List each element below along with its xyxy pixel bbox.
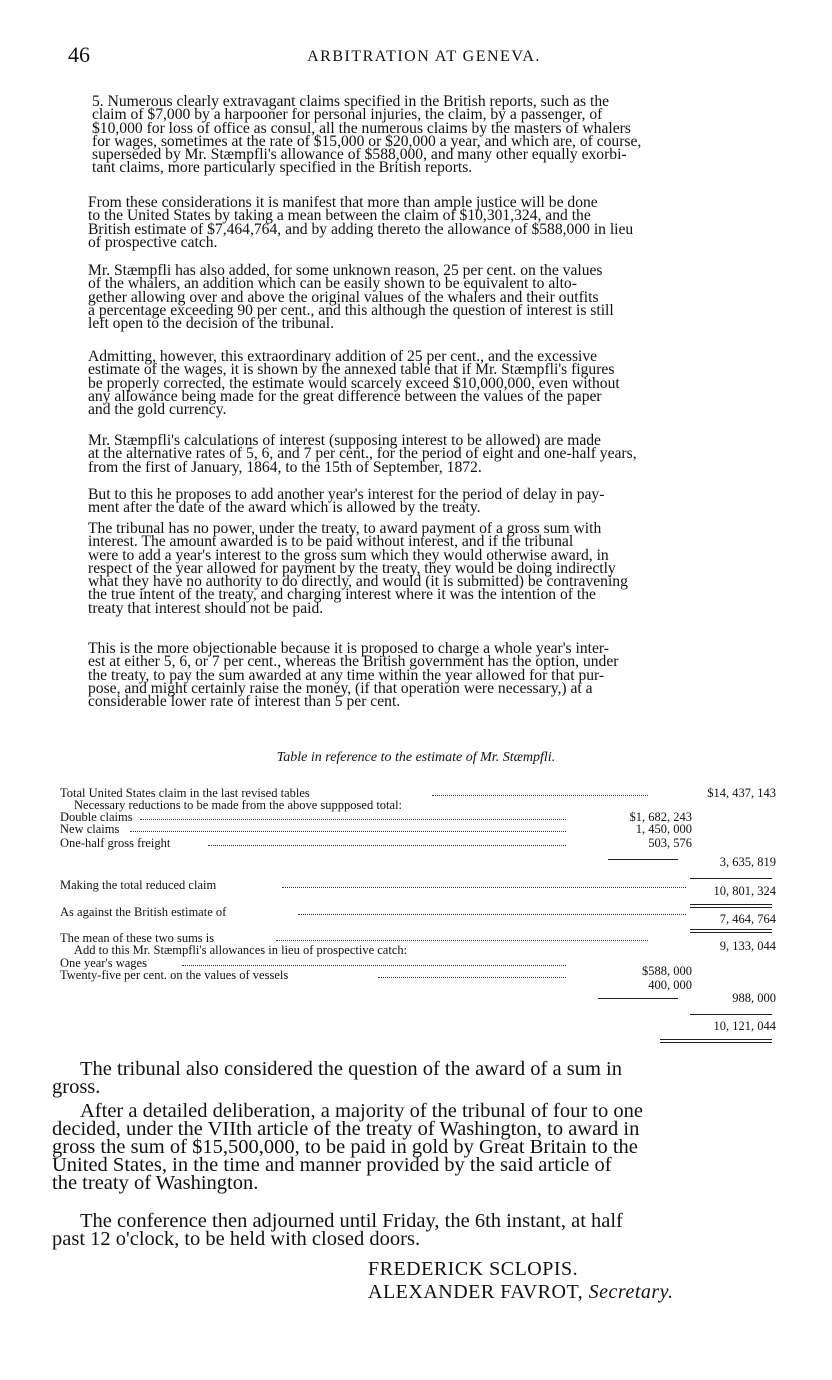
paragraph <box>52 1060 770 1096</box>
table-row <box>60 836 780 850</box>
table-row <box>60 905 780 926</box>
paragraph <box>52 1102 770 1192</box>
total-value: 10, 801, 324 <box>713 884 776 898</box>
amount-value: 503, 576 <box>648 836 692 850</box>
table-row <box>60 822 780 836</box>
page-number: 46 <box>68 42 90 67</box>
secretary-title: Secretary. <box>588 1281 674 1303</box>
text-line: pose, and might certainly raise the money, (if that operation were necessary,) at a <box>88 679 593 697</box>
dot-leader <box>130 831 566 832</box>
dot-leader <box>432 795 648 796</box>
table-row <box>60 855 780 869</box>
text-line: The tribunal has no power, under the treaty, to award payment of a gross sum with <box>88 520 602 537</box>
dot-leader <box>208 845 566 846</box>
table-row <box>60 878 780 898</box>
text-line: from the first of January, 1864, to the 15th of September, 1872. <box>88 458 482 476</box>
signature-president: FREDERICK SCLOPIS. <box>368 1258 579 1280</box>
paragraph <box>66 262 788 333</box>
total-rule <box>690 904 772 908</box>
table-row <box>60 968 780 992</box>
subtotal-value: 3, 635, 819 <box>719 855 776 869</box>
total-rule <box>690 878 772 879</box>
text-line: gether allowing over and above the original values of the whalers and their outfits <box>88 288 599 306</box>
row-label: Twenty-five per cent. on the values of vessels <box>60 968 289 982</box>
text-line: But to this he proposes to add another year's interest for the period of delay in pay- <box>88 486 605 503</box>
secretary-name: ALEXANDER FAVROT, <box>368 1281 584 1303</box>
paragraph <box>66 434 788 474</box>
text-line: be properly corrected, the estimate would scarcely exceed $10,000,000, even without <box>88 374 620 392</box>
text-line: considerable lower rate of interest than 5 per cent. <box>88 693 401 711</box>
table-row <box>60 991 780 1005</box>
row-label: One-half gross freight <box>60 836 171 850</box>
text-line: The tribunal also considered the question of the award of a sum in <box>80 1058 622 1080</box>
text-line: the treaty, to pay the sum awarded at any time within the year allowed for that pur- <box>88 666 605 684</box>
text-line: Mr. Stæmpfli's calculations of interest (supposing interest to be allowed) are made <box>88 432 601 449</box>
text-line: gross the sum of $15,500,000, to be paid in gold by Great Britain to the <box>52 1136 638 1158</box>
amount-value: $1, 682, 243 <box>629 810 692 824</box>
row-label: Necessary reductions to be made from the above suppposed total: <box>74 798 403 812</box>
text-line: of prospective catch. <box>88 233 218 251</box>
amount-value: 400, 000 <box>648 978 692 992</box>
text-line: were to add a year's interest to the gross sum which they would otherwise award, in <box>88 546 609 564</box>
row-label: Total United States claim in the last revised tables <box>60 786 310 800</box>
row-label: Add to this Mr. Stæmpfli's allowances in lieu of prospective catch: <box>74 943 408 957</box>
dot-leader <box>182 965 566 966</box>
row-label: New claims <box>60 822 120 836</box>
text-line: ment after the date of the award which is allowed by the treaty. <box>88 499 481 517</box>
text-line: for wages, sometimes at the rate of $15,000 or $20,000 a year, and which are, of course, <box>92 132 642 150</box>
text-line: claim of $7,000 by a harpooner for personal injuries, the claim, by a passenger, of <box>92 106 603 124</box>
total-value: $14, 437, 143 <box>707 786 776 800</box>
text-line: $10,000 for loss of office as consul, all the numerous claims by the masters of whalers <box>92 119 631 137</box>
paragraph <box>66 95 788 175</box>
table-caption: Table in reference to the estimate of Mr. Stæmpfli. <box>276 750 556 765</box>
text-line: superseded by Mr. Stæmpfli's allowance of $588,000, and many other equally exorbi- <box>92 146 627 164</box>
paragraph <box>66 640 788 711</box>
row-label: One year's wages <box>60 956 147 970</box>
dot-leader <box>282 887 686 888</box>
signature-secretary <box>368 1281 673 1304</box>
running-title: ARBITRATION AT GENEVA. <box>307 48 541 65</box>
grand-total-rule <box>660 1039 772 1043</box>
total-value: 9, 133, 044 <box>719 939 776 953</box>
text-line: decided, under the VIIth article of the treaty of Washington, to award in <box>52 1118 640 1140</box>
paragraph <box>52 1212 770 1248</box>
text-line: any allowance being made for the great difference between the values of the paper <box>88 387 602 405</box>
text-line: interest. The amount awarded is to be paid without interest, and if the tribunal <box>88 533 574 551</box>
total-value: 7, 464, 764 <box>719 912 776 926</box>
total-rule <box>690 1014 772 1015</box>
text-line: After a detailed deliberation, a majority of the tribunal of four to one <box>80 1100 643 1122</box>
row-label: Making the total reduced claim <box>60 878 217 892</box>
dot-leader <box>276 940 648 941</box>
text-line: Mr. Stæmpfli has also added, for some unknown reason, 25 per cent. on the values <box>88 262 603 279</box>
dot-leader <box>298 914 686 915</box>
row-label: As against the British estimate of <box>60 905 227 919</box>
text-line: treaty that interest should not be paid. <box>88 599 324 617</box>
paragraph <box>66 196 788 249</box>
text-line: estimate of the wages, it is shown by the annexed table that if Mr. Stæmpfli's figures <box>88 361 615 379</box>
text-line: a percentage exceeding 90 per cent., and this although the question of interest is still <box>88 301 614 319</box>
text-line: to the United States by taking a mean between the claim of $10,301,324, and the <box>88 207 591 225</box>
amount-value: 1, 450, 000 <box>635 822 692 836</box>
text-line: past 12 o'clock, to be held with closed doors. <box>52 1228 421 1250</box>
grand-total-value: 10, 121, 044 <box>713 1019 776 1033</box>
text-line: United States, in the time and manner provided by the said article of <box>52 1154 612 1176</box>
paragraph <box>66 522 788 615</box>
text-line: Admitting, however, this extraordinary addition of 25 per cent., and the excessive <box>88 348 598 365</box>
page-header <box>68 42 780 70</box>
text-line: what they have no authority to do directly, and would (it is submitted) be contravening <box>88 573 628 591</box>
subtotal-value: 988, 000 <box>732 991 776 1005</box>
text-line: The conference then adjourned until Friday, the 6th instant, at half <box>80 1210 623 1232</box>
amount-value: $588, 000 <box>642 964 692 978</box>
text-line: gross. <box>52 1076 101 1098</box>
row-label: The mean of these two sums is <box>60 931 215 945</box>
paragraph <box>66 488 788 515</box>
table-row <box>60 1019 780 1033</box>
text-line: and the gold currency. <box>88 401 227 419</box>
table-row <box>60 943 780 957</box>
dot-leader <box>378 977 566 978</box>
text-line: the true intent of the treaty, and charging interest where it was the intention of the <box>88 586 596 604</box>
text-line: British estimate of $7,464,764, and by adding thereto the allowance of $588,000 in lieu <box>88 220 634 238</box>
text-line: of the whalers, an addition which can be easily shown to be equivalent to alto- <box>88 275 577 293</box>
text-line: tant claims, more particularly specified in the British reports. <box>92 159 473 177</box>
text-line: From these considerations it is manifest that more than ample justice will be done <box>88 194 598 211</box>
dot-leader <box>140 819 566 820</box>
text-line: at the alternative rates of 5, 6, and 7 per cent., for the period of eight and one-half years, <box>88 445 637 463</box>
text-line: the treaty of Washington. <box>52 1172 259 1194</box>
row-label: Double claims <box>60 810 133 824</box>
text-line: left open to the decision of the tribunal. <box>88 315 334 333</box>
text-line: respect of the year allowed for payment by the treaty, they would be doing indirectly <box>88 559 616 577</box>
text-line: est at either 5, 6, or 7 per cent., whereas the British government has the option, under <box>88 653 619 671</box>
text-line: This is the more objectionable because it is proposed to charge a whole year's inter- <box>88 640 609 657</box>
text-line: 5. Numerous clearly extravagant claims specified in the British reports, such as the <box>92 93 610 110</box>
paragraph <box>66 348 788 419</box>
